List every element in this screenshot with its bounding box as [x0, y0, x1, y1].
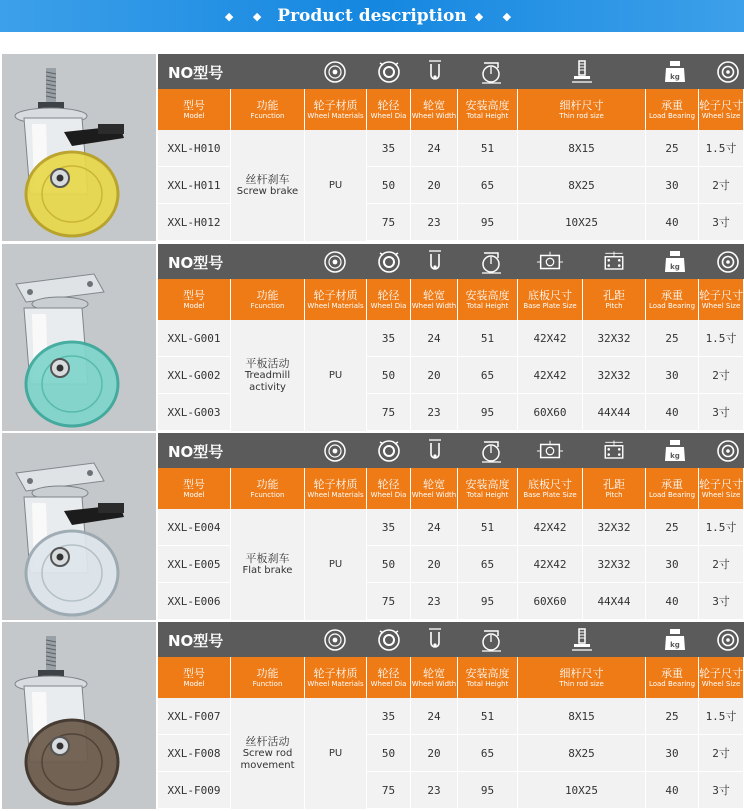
pitch-icon — [600, 248, 628, 275]
column-header — [411, 468, 458, 509]
table-cell-wheel: 1.5寸 — [699, 130, 744, 167]
table-cell-wheel: 1.5寸 — [699, 320, 744, 357]
table-cell-load: 40 — [646, 583, 699, 620]
table-cell-size1: 42X42 — [518, 546, 583, 583]
column-header-en: Wheel Size — [701, 490, 741, 499]
banner-title: Product description — [277, 6, 467, 26]
svg-text:kg: kg — [670, 640, 680, 649]
column-header — [305, 657, 367, 698]
table-cell-dia: 50 — [367, 735, 411, 772]
total-height-icon — [477, 58, 505, 85]
column-header — [458, 657, 518, 698]
column-header-cn: 细杆尺寸 — [559, 666, 604, 680]
table-cell-wheel: 2寸 — [699, 735, 744, 772]
column-header — [458, 89, 518, 130]
caster-photo — [2, 622, 156, 809]
column-header-cn: 功能 — [256, 666, 279, 680]
thin-rod-icon — [568, 58, 596, 85]
table-cell-pitch: 32X32 — [583, 357, 646, 394]
no-model-label: NO型号 — [168, 632, 224, 650]
column-header-en: Wheel Width — [411, 111, 457, 120]
table-cell-wheel: 2寸 — [699, 357, 744, 394]
column-header-en: Wheel Width — [411, 490, 457, 499]
column-header — [231, 279, 305, 320]
table-cell-height: 65 — [458, 735, 518, 772]
base-plate-icon — [536, 248, 564, 275]
load-bearing-icon — [661, 248, 689, 275]
column-header-cn: 承重 — [661, 477, 683, 491]
table-cell-dia: 35 — [367, 509, 411, 546]
column-header — [518, 468, 583, 509]
table-cell-height: 95 — [458, 204, 518, 241]
column-header-cn: 承重 — [661, 666, 683, 680]
load-bearing-icon — [661, 437, 689, 464]
wheel-dia-icon — [321, 626, 349, 653]
column-header-cn: 底板尺寸 — [528, 477, 572, 491]
column-header-cn: 型号 — [183, 288, 205, 302]
material-value: PU — [328, 558, 343, 570]
table-cell-dia: 35 — [367, 130, 411, 167]
table-cell-dia: 35 — [367, 698, 411, 735]
column-header-en: Thin rod size — [559, 679, 604, 688]
column-header — [458, 468, 518, 509]
product-section — [0, 53, 744, 242]
column-header-en: Pitch — [605, 490, 623, 499]
column-header-en: Load Bearing — [648, 490, 696, 499]
table-cell-dia: 35 — [367, 320, 411, 357]
column-header-cn: 底板尺寸 — [528, 288, 572, 302]
page-banner — [0, 0, 744, 32]
column-header-en: Model — [183, 301, 205, 310]
table-cell-load: 40 — [646, 204, 699, 241]
table-cell-size1: 8X25 — [518, 167, 646, 204]
column-header-en: Wheel Dia — [370, 301, 407, 310]
total-height-icon — [477, 437, 505, 464]
column-header-cn: 型号 — [183, 666, 205, 680]
table-cell-size1: 42X42 — [518, 320, 583, 357]
wheel-face-icon — [375, 437, 403, 464]
column-header-cn: 轮宽 — [423, 477, 445, 491]
spec-panel — [158, 54, 744, 241]
column-header — [518, 89, 646, 130]
icon-row — [158, 244, 744, 279]
column-header-en: Wheel Width — [411, 679, 457, 688]
caster-photo — [2, 244, 156, 431]
table-cell-width: 24 — [411, 130, 458, 167]
wheel-width-icon — [421, 58, 449, 85]
table-cell-wheel: 3寸 — [699, 583, 744, 620]
table-cell-load: 25 — [646, 509, 699, 546]
table-cell-pitch: 32X32 — [583, 509, 646, 546]
column-header-en: Load Bearing — [648, 679, 696, 688]
column-header-cn: 轮宽 — [423, 288, 445, 302]
spec-panel — [158, 622, 744, 809]
column-header — [699, 657, 744, 698]
column-header-en: Wheel Size — [701, 301, 741, 310]
column-header-en: Model — [183, 111, 205, 120]
wheel-face-icon — [375, 626, 403, 653]
column-header-cn: 安装高度 — [465, 477, 510, 491]
table-cell-wheel: 1.5寸 — [699, 698, 744, 735]
material-value: PU — [328, 179, 343, 191]
table-cell-load: 30 — [646, 735, 699, 772]
column-header — [646, 468, 699, 509]
column-header-en: Fcunction — [250, 490, 285, 499]
table-cell-size1: 10X25 — [518, 772, 646, 809]
column-header-cn: 型号 — [183, 98, 205, 112]
column-header — [411, 279, 458, 320]
table-cell-dia: 50 — [367, 546, 411, 583]
table-cell-wheel: 1.5寸 — [699, 509, 744, 546]
column-header-cn: 安装高度 — [465, 666, 510, 680]
table-cell-height: 95 — [458, 394, 518, 431]
table-cell-size1: 8X25 — [518, 735, 646, 772]
table-header-row — [158, 468, 744, 509]
wheel-size-icon — [714, 58, 742, 85]
table-body — [158, 509, 744, 620]
svg-text:kg: kg — [670, 262, 680, 271]
column-header-cn: 孔距 — [603, 288, 625, 302]
spec-panel — [158, 433, 744, 620]
table-body — [158, 698, 744, 809]
table-cell-dia: 50 — [367, 167, 411, 204]
table-cell-pitch: 44X44 — [583, 394, 646, 431]
table-cell-width: 23 — [411, 394, 458, 431]
function-cell — [231, 320, 305, 431]
table-cell-height: 51 — [458, 698, 518, 735]
total-height-icon — [477, 248, 505, 275]
table-cell-width: 23 — [411, 772, 458, 809]
column-header-cn: 轮子尺寸 — [699, 477, 743, 491]
column-header-en: Model — [183, 490, 205, 499]
column-header-cn: 轮径 — [377, 288, 400, 302]
column-header — [231, 89, 305, 130]
table-cell-width: 23 — [411, 204, 458, 241]
table-cell-load: 40 — [646, 772, 699, 809]
column-header — [367, 89, 411, 130]
wheel-dia-icon — [321, 248, 349, 275]
function-en: Flat brake — [242, 564, 293, 576]
column-header-en: Fcunction — [250, 111, 285, 120]
table-cell-height: 51 — [458, 320, 518, 357]
table-cell-dia: 75 — [367, 394, 411, 431]
column-header — [158, 89, 231, 130]
table-cell-load: 30 — [646, 546, 699, 583]
column-header — [646, 279, 699, 320]
column-header — [305, 89, 367, 130]
column-header-cn: 轮子尺寸 — [699, 666, 743, 680]
table-cell-model: XXL-H010 — [158, 130, 231, 167]
wheel-dia-icon — [321, 437, 349, 464]
table-cell-model: XXL-E004 — [158, 509, 231, 546]
column-header-en: Wheel Dia — [370, 490, 407, 499]
column-header — [646, 89, 699, 130]
table-cell-dia: 50 — [367, 357, 411, 394]
table-cell-wheel: 3寸 — [699, 394, 744, 431]
product-section — [0, 243, 744, 432]
column-header-cn: 轮子尺寸 — [699, 98, 743, 112]
wheel-size-icon — [714, 248, 742, 275]
table-cell-size1: 60X60 — [518, 583, 583, 620]
table-header-row — [158, 279, 744, 320]
table-cell-model: XXL-H011 — [158, 167, 231, 204]
table-cell-width: 23 — [411, 583, 458, 620]
table-cell-load: 30 — [646, 357, 699, 394]
table-cell-model: XXL-F007 — [158, 698, 231, 735]
column-header-en: Wheel Dia — [370, 111, 407, 120]
table-cell-height: 65 — [458, 546, 518, 583]
column-header-cn: 轮宽 — [423, 666, 445, 680]
column-header — [411, 89, 458, 130]
icon-row — [158, 622, 744, 657]
column-header-en: Load Bearing — [648, 111, 696, 120]
table-cell-size1: 10X25 — [518, 204, 646, 241]
column-header-en: Wheel Materials — [307, 301, 364, 310]
table-cell-model: XXL-G002 — [158, 357, 231, 394]
no-model-label: NO型号 — [168, 443, 224, 461]
wheel-size-icon — [714, 437, 742, 464]
column-header — [646, 657, 699, 698]
table-cell-load: 25 — [646, 130, 699, 167]
product-section — [0, 621, 744, 810]
column-header-cn: 细杆尺寸 — [559, 98, 604, 112]
no-model-label: NO型号 — [168, 254, 224, 272]
column-header-en: Function — [252, 679, 283, 688]
banner-diamonds-left: ◆ ◆ — [224, 9, 270, 23]
base-plate-icon — [536, 437, 564, 464]
column-header-en: Load Bearing — [648, 301, 696, 310]
material-cell — [305, 509, 367, 620]
column-header — [518, 279, 583, 320]
table-cell-pitch: 44X44 — [583, 583, 646, 620]
column-header-en: Total Height — [466, 490, 509, 499]
caster-photo — [2, 433, 156, 620]
function-cell — [231, 509, 305, 620]
column-header — [158, 279, 231, 320]
table-cell-wheel: 2寸 — [699, 167, 744, 204]
column-header — [411, 657, 458, 698]
column-header — [583, 468, 646, 509]
table-cell-wheel: 3寸 — [699, 772, 744, 809]
column-header-en: Total Height — [466, 679, 509, 688]
table-cell-dia: 75 — [367, 772, 411, 809]
column-header-en: Wheel Materials — [307, 111, 364, 120]
table-cell-model: XXL-G003 — [158, 394, 231, 431]
column-header-en: Wheel Materials — [307, 679, 364, 688]
column-header-en: Total Height — [466, 111, 509, 120]
column-header-cn: 型号 — [183, 477, 205, 491]
wheel-dia-icon — [321, 58, 349, 85]
table-cell-model: XXL-E005 — [158, 546, 231, 583]
table-body — [158, 320, 744, 431]
material-value: PU — [328, 747, 343, 759]
column-header-cn: 承重 — [661, 98, 683, 112]
table-cell-width: 20 — [411, 167, 458, 204]
column-header-en: Wheel Dia — [370, 679, 407, 688]
column-header — [305, 279, 367, 320]
wheel-width-icon — [421, 437, 449, 464]
material-cell — [305, 320, 367, 431]
table-cell-model: XXL-F009 — [158, 772, 231, 809]
column-header-cn: 轮径 — [377, 666, 400, 680]
icon-row — [158, 54, 744, 89]
table-cell-width: 24 — [411, 320, 458, 357]
column-header-en: Pitch — [605, 301, 623, 310]
column-header-en: Base Plate Size — [523, 490, 577, 499]
total-height-icon — [477, 626, 505, 653]
function-cell — [231, 698, 305, 809]
function-cn: 平板活动 — [245, 356, 290, 370]
function-en: Treadmill activity — [244, 369, 291, 393]
table-cell-pitch: 32X32 — [583, 320, 646, 357]
table-cell-height: 95 — [458, 583, 518, 620]
material-cell — [305, 698, 367, 809]
column-header — [699, 468, 744, 509]
column-header-cn: 功能 — [256, 98, 279, 112]
column-header-cn: 轮子尺寸 — [699, 288, 743, 302]
table-cell-size1: 60X60 — [518, 394, 583, 431]
column-header-cn: 安装高度 — [465, 288, 510, 302]
banner-diamonds-right: ◆ ◆ — [474, 9, 520, 23]
svg-text:kg: kg — [670, 451, 680, 460]
table-cell-dia: 75 — [367, 583, 411, 620]
product-section — [0, 432, 744, 621]
column-header-en: Fcunction — [250, 301, 285, 310]
thin-rod-icon — [568, 626, 596, 653]
table-cell-model: XXL-E006 — [158, 583, 231, 620]
column-header — [458, 279, 518, 320]
function-cn: 丝杆活动 — [245, 734, 290, 748]
table-cell-width: 24 — [411, 509, 458, 546]
column-header-cn: 安装高度 — [465, 98, 510, 112]
wheel-face-icon — [375, 58, 403, 85]
column-header-cn: 轮子材质 — [313, 477, 358, 491]
column-header — [158, 468, 231, 509]
table-cell-model: XXL-G001 — [158, 320, 231, 357]
table-cell-dia: 75 — [367, 204, 411, 241]
function-cn: 平板刹车 — [245, 551, 290, 565]
pitch-icon — [600, 437, 628, 464]
table-cell-width: 20 — [411, 357, 458, 394]
column-header-cn: 功能 — [256, 477, 279, 491]
column-header — [158, 657, 231, 698]
column-header-cn: 轮子材质 — [313, 98, 358, 112]
table-cell-height: 65 — [458, 167, 518, 204]
table-cell-size1: 8X15 — [518, 698, 646, 735]
spec-panel — [158, 244, 744, 431]
function-en: Screw rod movement — [240, 747, 295, 771]
table-cell-height: 95 — [458, 772, 518, 809]
table-cell-load: 30 — [646, 167, 699, 204]
function-en: Screw brake — [236, 185, 299, 197]
wheel-face-icon — [375, 248, 403, 275]
column-header-cn: 孔距 — [603, 477, 625, 491]
function-cell — [231, 130, 305, 241]
table-body — [158, 130, 744, 241]
table-cell-size1: 8X15 — [518, 130, 646, 167]
table-cell-load: 40 — [646, 394, 699, 431]
table-cell-size1: 42X42 — [518, 357, 583, 394]
load-bearing-icon — [661, 58, 689, 85]
table-header-row — [158, 657, 744, 698]
column-header-en: Wheel Width — [411, 301, 457, 310]
column-header-en: Base Plate Size — [523, 301, 577, 310]
column-header — [305, 468, 367, 509]
column-header — [367, 279, 411, 320]
svg-text:kg: kg — [670, 72, 680, 81]
wheel-size-icon — [714, 626, 742, 653]
caster-photo — [2, 54, 156, 241]
table-cell-model: XXL-H012 — [158, 204, 231, 241]
function-cn: 丝杆刹车 — [245, 172, 290, 186]
table-cell-model: XXL-F008 — [158, 735, 231, 772]
column-header-en: Wheel Materials — [307, 490, 364, 499]
column-header — [518, 657, 646, 698]
material-cell — [305, 130, 367, 241]
column-header-cn: 轮径 — [377, 477, 400, 491]
table-cell-size1: 42X42 — [518, 509, 583, 546]
table-cell-wheel: 2寸 — [699, 546, 744, 583]
table-cell-width: 20 — [411, 546, 458, 583]
column-header-cn: 轮径 — [377, 98, 400, 112]
column-header-en: Total Height — [466, 301, 509, 310]
table-cell-height: 51 — [458, 130, 518, 167]
wheel-width-icon — [421, 248, 449, 275]
column-header-en: Model — [183, 679, 205, 688]
column-header-cn: 轮子材质 — [313, 288, 358, 302]
column-header — [231, 468, 305, 509]
column-header-cn: 功能 — [256, 288, 279, 302]
wheel-width-icon — [421, 626, 449, 653]
table-cell-load: 25 — [646, 698, 699, 735]
column-header-en: Wheel Size — [701, 679, 741, 688]
table-cell-pitch: 32X32 — [583, 546, 646, 583]
material-value: PU — [328, 369, 343, 381]
column-header — [367, 657, 411, 698]
table-header-row — [158, 89, 744, 130]
table-cell-height: 65 — [458, 357, 518, 394]
table-cell-wheel: 3寸 — [699, 204, 744, 241]
table-cell-width: 24 — [411, 698, 458, 735]
column-header — [699, 89, 744, 130]
load-bearing-icon — [661, 626, 689, 653]
column-header — [231, 657, 305, 698]
column-header-cn: 承重 — [661, 288, 683, 302]
icon-row — [158, 433, 744, 468]
column-header — [367, 468, 411, 509]
no-model-label: NO型号 — [168, 64, 224, 82]
table-cell-width: 20 — [411, 735, 458, 772]
column-header — [583, 279, 646, 320]
column-header-cn: 轮子材质 — [313, 666, 358, 680]
column-header-cn: 轮宽 — [423, 98, 445, 112]
table-cell-load: 25 — [646, 320, 699, 357]
column-header — [699, 279, 744, 320]
table-cell-height: 51 — [458, 509, 518, 546]
column-header-en: Wheel Size — [701, 111, 741, 120]
column-header-en: Thin rod size — [559, 111, 604, 120]
